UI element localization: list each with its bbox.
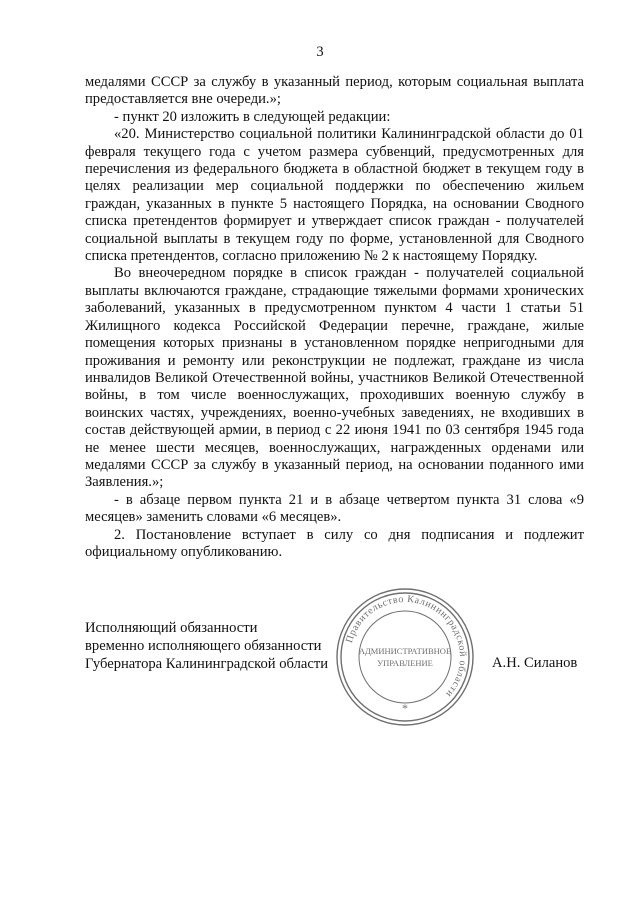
signatory-name: А.Н. Силанов [492,655,578,671]
official-seal [334,586,476,728]
seal-center-line: АДМИНИСТРАТИВНОЕ [358,646,452,656]
paragraph-item-21-amendment: - в абзаце первом пункта 21 и в абзаце четвертом пункта 31 слова «9 месяцев» заменить словами «6 месяцев». [85,491,584,526]
paragraph-entry-into-force: 2. Постановление вступает в силу со дня подписания и подлежит официальному опубликованию. [85,526,584,560]
signatory-title-line: временно исполняющего обязанности [85,638,322,654]
signatory-title-line: Губернатора Калининградской области [85,656,329,672]
paragraph-continuation: медалями СССР за службу в указанный период, которым социальная выплата предоставляется вне очереди.»; [85,74,584,108]
seal-center-line: УПРАВЛЕНИЕ [377,658,433,668]
seal-star: * [402,701,408,715]
paragraph-item-20-intro: - пункт 20 изложить в следующей редакции: [114,108,391,125]
paragraph-item-20-text: «20. Министерство социальной политики Калининградской области до 01 февраля текущего года с учетом размера субвенций, предусмотренных для перечисления из федерального бюджета в областной бюджет в текущем году в целях реализации мер социальной поддержки по обеспечению жильем граждан, указанных в пункте 5 настоящего Порядка, на основании Сводного списка претендентов формирует и утверждает список граждан - получателей социальной выплаты в текущем году по форме, установленной для Сводного списка претендентов, согласно приложению № 2 к настоящему Порядку. [85,126,584,265]
signatory-title-line: Исполняющий обязанности [85,620,258,636]
paragraph-priority-list: Во внеочередном порядке в список граждан - получателей социальной выплаты включаются граждане, страдающие тяжелыми формами хронических заболеваний, указанных в предусмотренном пунктом 4 части 1 статьи 51 Жилищного кодекса Российской Федерации перечне, граждане, жилые помещения которых признаны в установленном порядке непригодными для проживания и ремонту или реконструкции не подлежат, граждане из числа инвалидов Великой Отечественной войны, участников Великой Отечественной войны, в том числе военнослужащих, проходивших военную службу в воинских частях, учреждениях, военно-учебных заведениях, не входивших в состав действующей армии, в период с 22 июня 1941 по 03 сентября 1945 года не менее шести месяцев, военнослужащих, награжденных орденами или медалями СССР за службу в указанный период, на основании поданного ими Заявления.»; [85,265,584,491]
document-body [85,74,584,561]
page-number: 3 [316,44,324,60]
seal-outer-text: Правительство Калининградской области [343,593,469,700]
